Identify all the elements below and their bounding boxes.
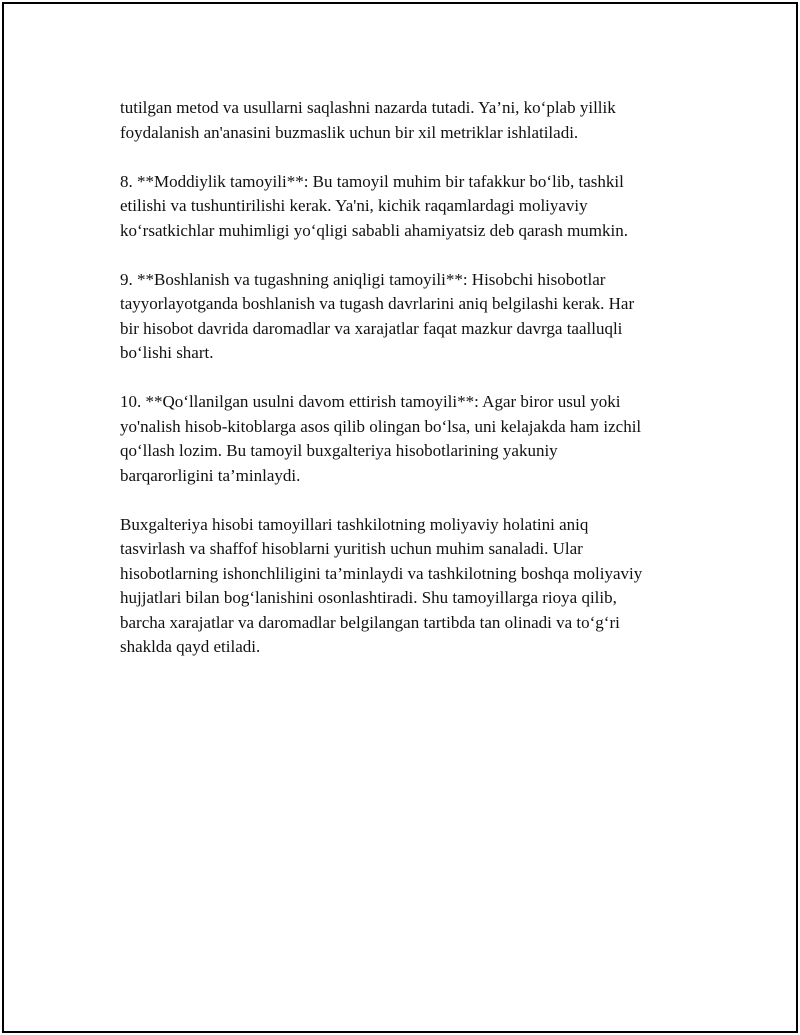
paragraph-item-10 — [120, 390, 700, 488]
text-line: bo‘lishi shart. — [120, 343, 214, 362]
text-line: etilishi va tushuntirilishi kerak. Ya'ni, kichik raqamlardagi moliyaviy — [120, 196, 588, 215]
text-line: 8. **Moddiylik tamoyili**: Bu tamoyil muhim bir tafakkur bo‘lib, tashkil — [120, 171, 624, 191]
document-body — [120, 96, 700, 684]
text-line: barqarorligini ta’minlaydi. — [120, 465, 301, 485]
text-line: foydalanish an'anasini buzmaslik uchun bir xil metriklar ishlatiladi. — [120, 122, 579, 142]
text-line: barcha xarajatlar va daromadlar belgilangan tartibda tan olinadi va to‘g‘ri — [120, 612, 620, 632]
text-line: 10. **Qo‘llanilgan usulni davom ettirish tamoyili**: Agar biror usul yoki — [120, 392, 621, 411]
text-line: tasvirlash va shaffof hisoblarni yuritish uchun muhim sanaladi. Ular — [120, 539, 583, 558]
document-page — [2, 2, 798, 1033]
paragraph-item-8 — [120, 170, 700, 244]
text-line: 9. **Boshlanish va tugashning aniqligi tamoyili**: Hisobchi hisobotlar — [120, 269, 606, 289]
text-line: tayyorlayotganda boshlanish va tugash davrlarini aniq belgilashi kerak. Har — [120, 294, 635, 313]
text-line: yo'nalish hisob-kitoblarga asos qilib olingan bo‘lsa, uni kelajakda ham izchil — [120, 416, 642, 436]
paragraph-item-9 — [120, 268, 700, 366]
text-line: shaklda qayd etiladi. — [120, 637, 261, 656]
text-line: qo‘llash lozim. Bu tamoyil buxgalteriya hisobotlarining yakuniy — [120, 441, 558, 460]
text-line: tutilgan metod va usullarni saqlashni nazarda tutadi. Ya’ni, ko‘plab yillik — [120, 98, 616, 117]
text-line: hujjatlari bilan bog‘lanishini osonlashtiradi. Shu tamoyillarga rioya qilib, — [120, 588, 617, 607]
paragraph-continuation — [120, 96, 700, 145]
text-line: Buxgalteriya hisobi tamoyillari tashkilotning moliyaviy holatini aniq — [120, 514, 589, 534]
paragraph-conclusion — [120, 513, 700, 660]
text-line: hisobotlarning ishonchliligini ta’minlaydi va tashkilotning boshqa moliyaviy — [120, 563, 643, 583]
text-line: ko‘rsatkichlar muhimligi yo‘qligi sababli ahamiyatsiz deb qarash mumkin. — [120, 220, 628, 240]
text-line: bir hisobot davrida daromadlar va xarajatlar faqat mazkur davrga taalluqli — [120, 318, 623, 338]
